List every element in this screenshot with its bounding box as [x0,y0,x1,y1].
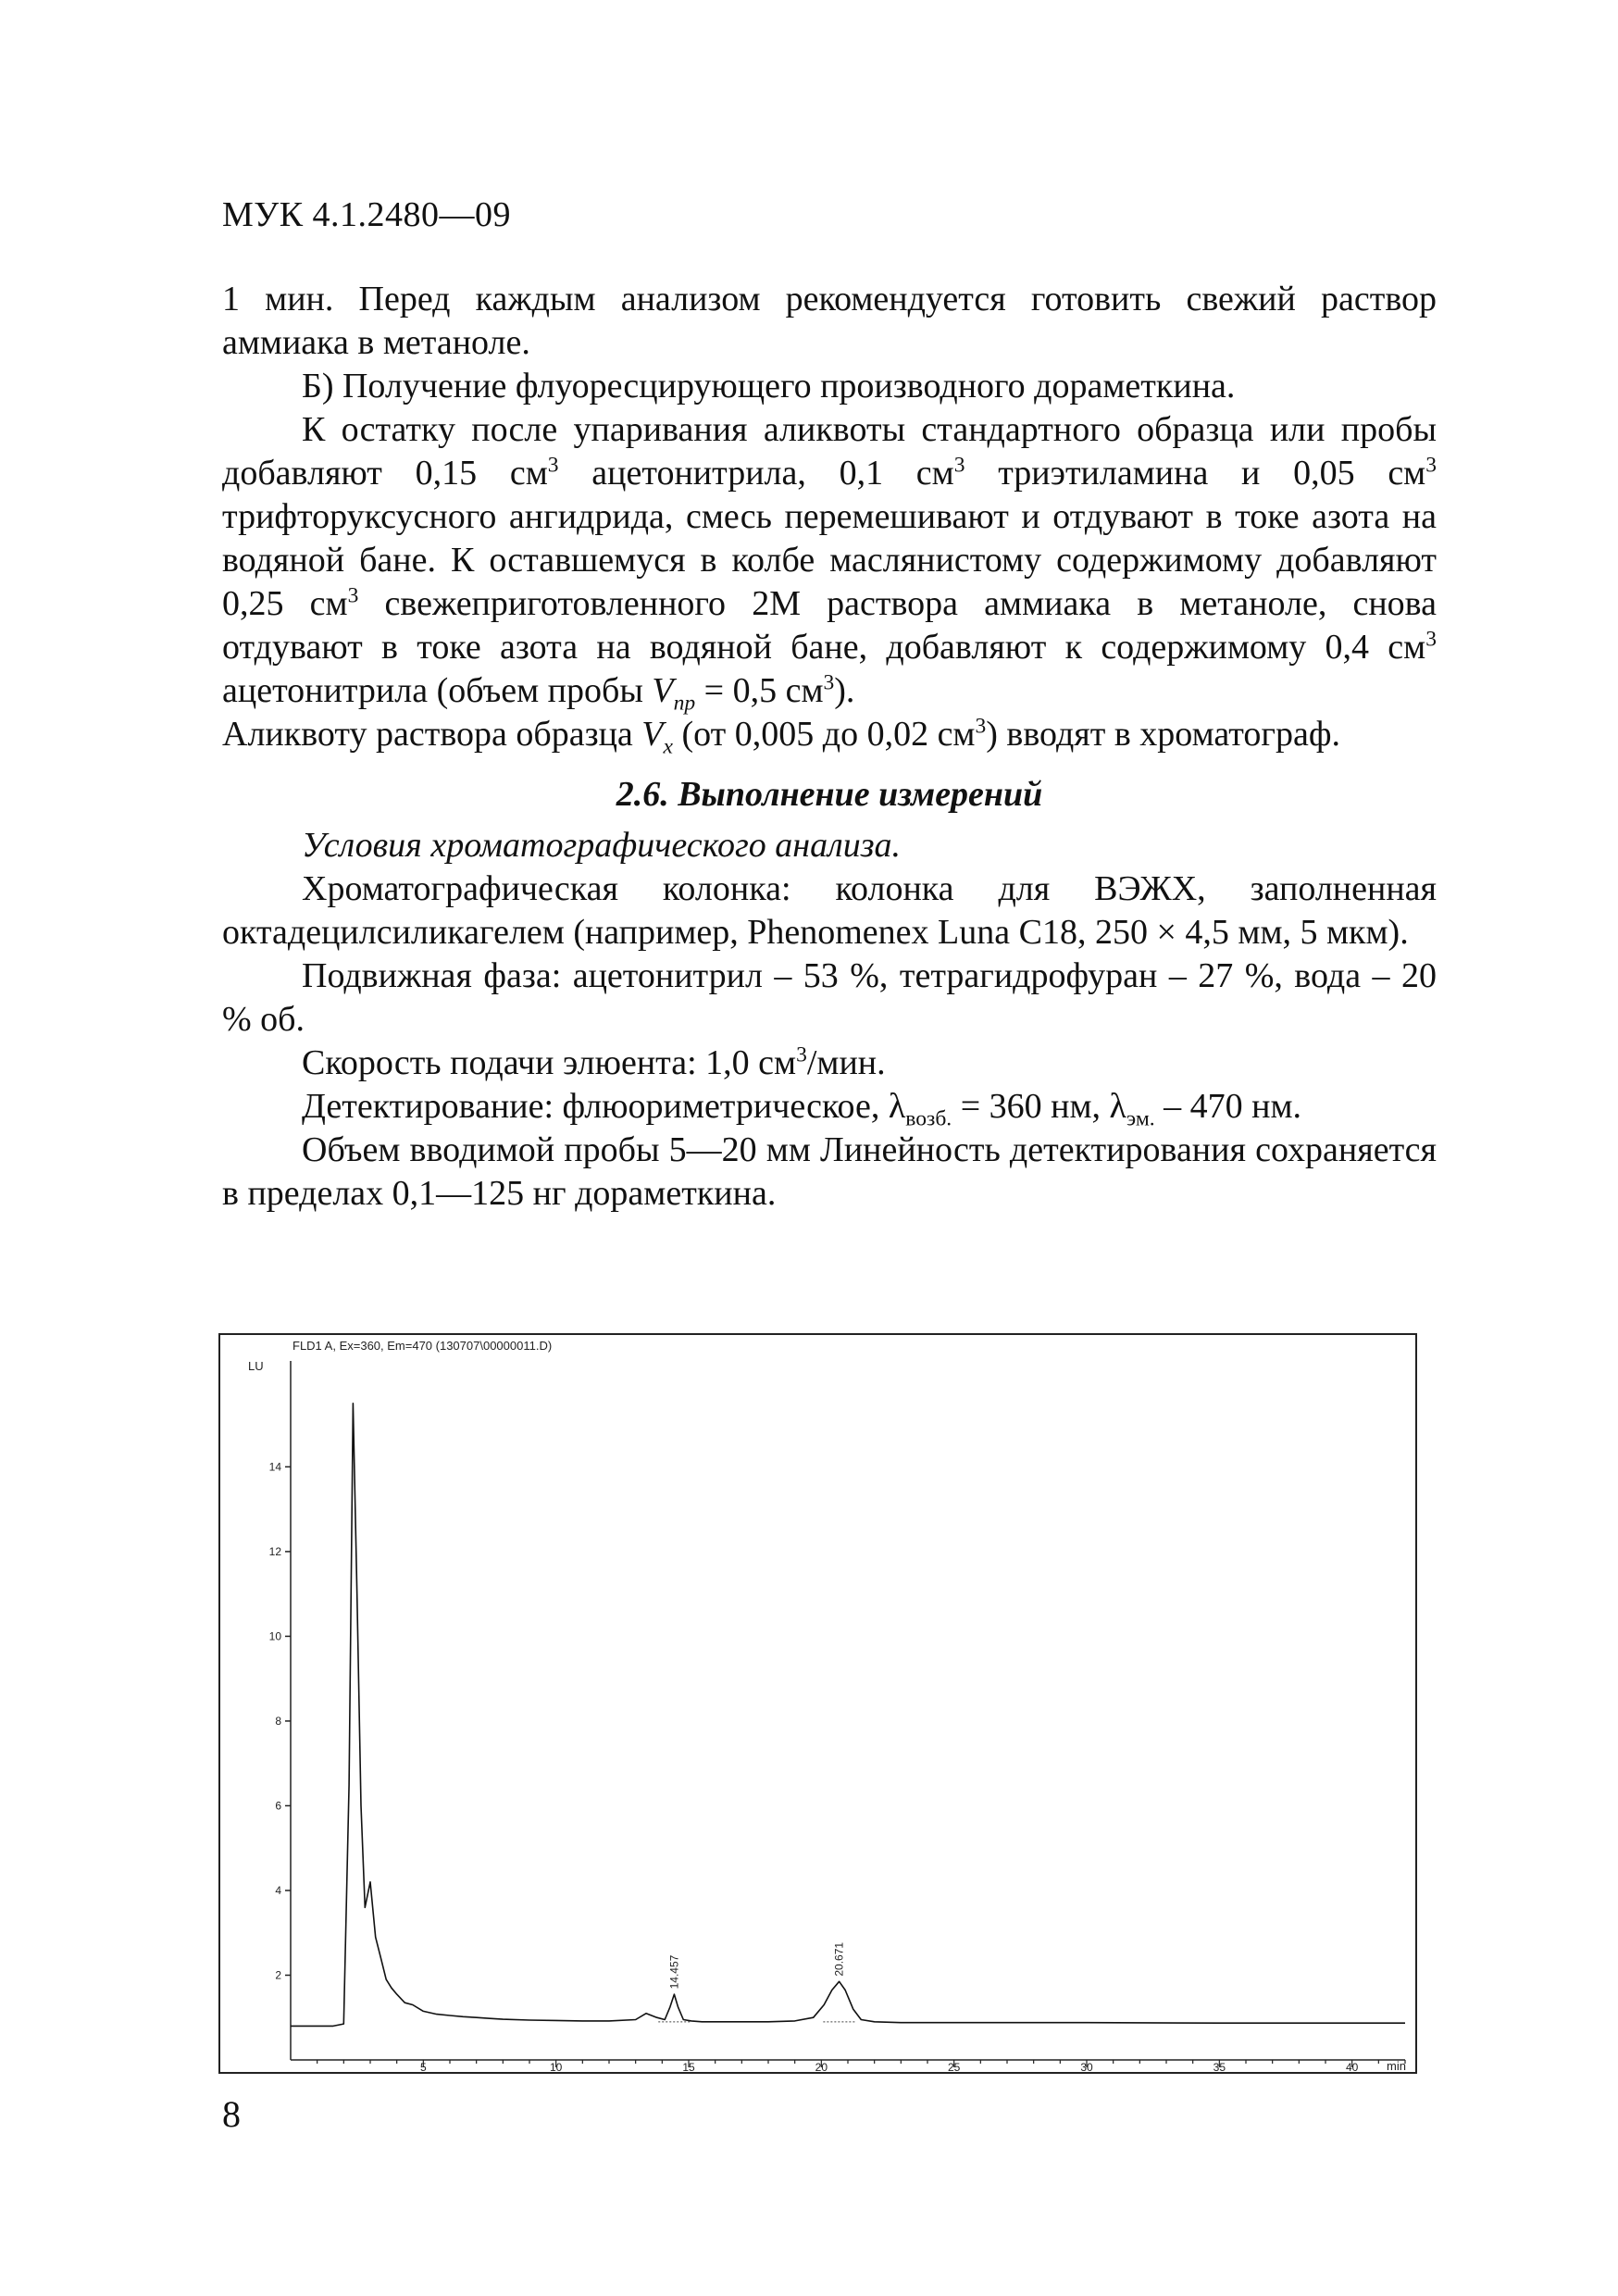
chart-frame [219,1334,1416,2073]
mobile-phase-paragraph: Подвижная фаза: ацетонитрил – 53 %, тетрагидрофуран – 27 %, вода – 20 % об. [222,956,1437,1039]
signal-trace [291,1404,1405,2027]
peak-label: 14.457 [667,1954,681,1990]
chart-title: FLD1 A, Ex=360, Em=470 (130707\00000011.D) [292,1339,553,1353]
peak-label: 20.671 [832,1941,846,1977]
y-tick-label: 12 [268,1544,281,1558]
column-paragraph: Хроматографическая колонка: колонка для ВЭЖХ, заполненная октадецилсиликагелем (например, Phenomenex Luna C18, 250 × 4,5 мм, 5 мкм). [222,869,1437,952]
y-tick-label: 8 [275,1714,281,1728]
x-axis-label: min [1387,2059,1406,2073]
plot-area [269,1361,1405,2074]
y-tick-label: 14 [268,1460,281,1474]
conditions-title: Условия хроматографического анализа. [302,826,902,865]
section-title: 2.6. Выполнение измерений [616,775,1043,814]
x-tick-label: 5 [419,2061,427,2074]
chromatogram-svg [218,1333,1417,2074]
injection-volume-paragraph: Объем вводимой пробы 5—20 мм Линейность детектирования сохраняется в пределах 0,1—125 нг дораметкина. [222,1130,1437,1213]
x-tick-label: 25 [947,2061,961,2074]
y-tick-label: 2 [275,1968,281,1982]
paragraph-1: 1 мин. Перед каждым анализом рекомендуется готовить свежий раствор аммиака в метаноле. [222,280,1437,362]
chromatogram [218,1333,1417,2074]
x-tick-label: 10 [549,2061,563,2074]
y-tick-label: 4 [275,1883,281,1897]
y-tick-label: 6 [275,1799,281,1813]
paragraph-3: К остатку после упаривания аликвоты стандартного образца или пробы добавляют 0,15 $см^3$ ацетонитрила, 0,1 $см^3$ триэтиламина и 0,05 $см^3$ трифторуксусного ангидрида, смесь перемешивают и отдувают в токе азота на водяной бане. К оставшемуся в колбе маслянистому содержимому добавляют 0,25 $см^3$ свежеприготовленного 2М раствора аммиака в метаноле, снова отдувают в токе азота на водяной бане, добавляют к содержимому 0,4 $см^3$ ацетонитрила (объем пробы $V_{пр} = 0,5$ $см^3$). [222,410,1438,716]
x-tick-label: 15 [682,2061,695,2074]
y-axis-label: LU [248,1359,264,1373]
flow-rate-paragraph: Скорость подачи элюента: 1,0 $см^3$/мин. [302,1042,886,1082]
paragraph-4: Аликвоту раствора образца $V_x$ (от 0,005 до 0,02 $см^3$) вводят в хроматограф. [222,714,1340,759]
detection-paragraph: Детектирование: флюориметрическое, $\lambda_{возб.} = 360$ нм, $\lambda_{эм.} - 470$ нм. [302,1087,1302,1131]
paragraph-2: Б) Получение флуоресцирующего производного дораметкина. [302,367,1236,406]
y-tick-label: 10 [268,1629,281,1643]
page-number: 8 [222,2093,241,2135]
x-tick-label: 20 [815,2061,828,2074]
body-text [222,278,1437,1216]
x-tick-label: 40 [1345,2061,1359,2074]
x-tick-label: 30 [1080,2061,1093,2074]
document-header: МУК 4.1.2480—09 [222,195,512,234]
x-tick-label: 35 [1213,2061,1226,2074]
